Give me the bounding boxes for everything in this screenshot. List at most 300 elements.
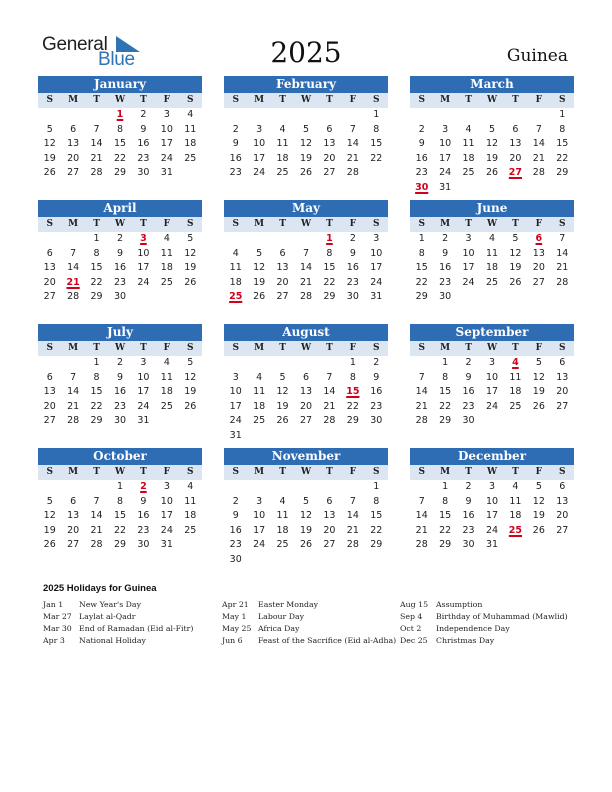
- day-cell: 16: [415, 152, 428, 164]
- day-cell: 3: [163, 481, 170, 492]
- empty-cell: [271, 232, 294, 247]
- empty-cell: [271, 480, 294, 495]
- weekday-label: F: [163, 467, 171, 477]
- day-cell: 1: [418, 233, 425, 244]
- empty-cell: [504, 108, 527, 123]
- day-cell: 22: [439, 524, 452, 536]
- weekday-label: M: [440, 95, 451, 105]
- day-cell: 11: [276, 138, 289, 149]
- month-title: June: [410, 200, 574, 217]
- day-cell: 8: [116, 123, 124, 135]
- month-may: [224, 200, 388, 305]
- day-cell: 6: [70, 495, 77, 507]
- day-cell: 4: [256, 371, 263, 383]
- day-cell: 22: [90, 276, 103, 288]
- holiday-day: 6: [535, 233, 543, 244]
- day-cell: 16: [229, 152, 242, 164]
- day-cell: 5: [46, 495, 53, 507]
- empty-cell: [294, 480, 317, 495]
- day-cell: 13: [509, 138, 522, 149]
- day-cell: 27: [43, 291, 56, 302]
- day-cell: 5: [279, 371, 286, 383]
- day-cell: 12: [276, 386, 289, 397]
- holiday-item: [43, 623, 228, 635]
- day-cell: 2: [465, 481, 472, 492]
- empty-cell: [410, 480, 433, 495]
- holiday-item: [43, 635, 228, 647]
- month-february: [224, 76, 388, 181]
- weekday-label: T: [326, 95, 333, 105]
- day-cell: 26: [43, 539, 56, 550]
- day-cell: 21: [346, 524, 359, 536]
- day-cell: 27: [67, 167, 80, 178]
- day-cell: 10: [137, 247, 150, 259]
- weekday-header: [224, 341, 388, 356]
- day-cell: 4: [187, 109, 194, 120]
- day-cell: 21: [323, 400, 336, 412]
- day-cell: 23: [462, 400, 475, 412]
- day-cell: 5: [535, 481, 542, 492]
- day-cell: 25: [485, 276, 499, 288]
- holiday-day: 25: [229, 291, 243, 302]
- day-cell: 22: [370, 524, 383, 536]
- day-cell: 8: [373, 123, 380, 135]
- weekday-label: W: [486, 343, 498, 353]
- day-cell: 7: [418, 495, 425, 507]
- day-cell: 15: [323, 262, 336, 273]
- weekday-label: M: [254, 95, 265, 105]
- day-grid: [38, 108, 202, 181]
- day-cell: 17: [160, 510, 173, 521]
- day-cell: 9: [140, 123, 147, 135]
- day-cell: 12: [184, 371, 197, 383]
- holiday-column: [400, 599, 585, 647]
- month-title: November: [224, 448, 388, 465]
- month-december: [410, 448, 574, 553]
- empty-cell: [457, 108, 480, 123]
- weekday-label: T: [140, 467, 147, 477]
- day-cell: 10: [253, 138, 266, 149]
- day-cell: 27: [532, 276, 545, 288]
- day-cell: 13: [67, 138, 80, 149]
- day-cell: 22: [439, 400, 452, 412]
- empty-cell: [61, 232, 84, 247]
- day-cell: 1: [93, 357, 100, 368]
- day-cell: 3: [256, 495, 263, 507]
- weekday-label: S: [418, 95, 425, 105]
- day-cell: 12: [532, 371, 545, 383]
- day-cell: 29: [415, 291, 428, 302]
- weekday-header: [38, 93, 202, 108]
- day-cell: 10: [485, 371, 499, 383]
- weekday-label: T: [279, 343, 286, 353]
- weekday-label: F: [349, 219, 357, 229]
- weekday-label: S: [559, 467, 566, 477]
- weekday-label: S: [373, 95, 380, 105]
- weekday-label: W: [300, 95, 312, 105]
- day-cell: 14: [67, 262, 80, 273]
- day-cell: 27: [556, 400, 569, 412]
- day-cell: 28: [323, 415, 336, 426]
- day-cell: 23: [229, 539, 242, 550]
- day-cell: 24: [137, 400, 150, 412]
- day-cell: 18: [160, 262, 173, 273]
- weekday-label: T: [465, 343, 472, 353]
- month-march: [410, 76, 574, 195]
- day-cell: 25: [253, 415, 266, 426]
- day-cell: 1: [373, 109, 380, 120]
- day-cell: 16: [439, 262, 452, 273]
- empty-cell: [247, 356, 270, 371]
- day-cell: 19: [485, 152, 499, 164]
- day-cell: 6: [302, 371, 310, 383]
- day-cell: 18: [229, 276, 242, 288]
- day-cell: 10: [439, 138, 452, 149]
- day-grid: [410, 480, 574, 553]
- weekday-label: W: [486, 219, 498, 229]
- day-cell: 12: [532, 495, 545, 507]
- day-cell: 2: [116, 357, 124, 368]
- day-cell: 30: [137, 167, 150, 178]
- holiday-item: [222, 623, 407, 635]
- day-cell: 28: [299, 291, 313, 302]
- day-cell: 15: [439, 386, 452, 397]
- day-cell: 7: [535, 123, 542, 135]
- holiday-name: Christmas Day: [436, 636, 495, 645]
- day-cell: 10: [462, 247, 475, 259]
- day-cell: 27: [276, 291, 289, 302]
- weekday-label: S: [46, 95, 53, 105]
- day-cell: 28: [532, 167, 545, 178]
- day-cell: 27: [323, 167, 336, 178]
- day-cell: 30: [370, 415, 383, 426]
- day-cell: 18: [509, 386, 522, 397]
- holiday-item: [222, 611, 407, 623]
- weekday-label: T: [326, 343, 333, 353]
- day-cell: 10: [160, 123, 173, 135]
- day-cell: 16: [370, 386, 383, 397]
- day-cell: 9: [140, 495, 147, 507]
- day-cell: 12: [299, 138, 313, 149]
- day-cell: 8: [442, 371, 449, 383]
- day-cell: 6: [559, 357, 566, 368]
- day-cell: 29: [90, 415, 103, 426]
- weekday-label: S: [373, 467, 380, 477]
- day-cell: 19: [509, 262, 522, 273]
- day-cell: 6: [46, 247, 53, 259]
- day-cell: 28: [90, 167, 103, 178]
- holiday-name: New Year's Day: [79, 600, 141, 609]
- day-grid: [38, 356, 202, 429]
- day-cell: 12: [299, 510, 313, 521]
- day-cell: 29: [113, 167, 127, 178]
- weekday-label: S: [187, 95, 194, 105]
- day-cell: 15: [113, 510, 127, 521]
- day-cell: 13: [67, 510, 80, 521]
- logo-text-general: General: [42, 34, 108, 55]
- empty-cell: [61, 356, 84, 371]
- day-cell: 11: [276, 510, 289, 521]
- day-cell: 24: [229, 415, 242, 426]
- day-grid: [224, 480, 388, 567]
- day-cell: 28: [415, 539, 428, 550]
- weekday-label: T: [512, 467, 519, 477]
- holiday-date: Apr 3: [43, 636, 65, 645]
- day-cell: 7: [70, 371, 77, 383]
- day-cell: 20: [556, 510, 569, 521]
- day-cell: 5: [302, 123, 310, 135]
- day-cell: 20: [299, 400, 313, 412]
- day-cell: 10: [253, 510, 266, 521]
- day-cell: 8: [93, 371, 100, 383]
- weekday-label: S: [418, 219, 425, 229]
- day-cell: 26: [276, 415, 289, 426]
- day-cell: 9: [232, 138, 239, 149]
- day-cell: 4: [163, 357, 170, 368]
- day-cell: 4: [187, 481, 194, 492]
- day-cell: 19: [253, 276, 266, 288]
- weekday-label: T: [512, 343, 519, 353]
- weekday-label: F: [535, 343, 543, 353]
- weekday-label: T: [93, 95, 100, 105]
- country-name: Guinea: [506, 46, 568, 66]
- day-cell: 28: [346, 167, 359, 178]
- day-cell: 25: [184, 524, 197, 536]
- day-cell: 3: [140, 357, 147, 368]
- holiday-name: Africa Day: [258, 624, 300, 633]
- day-cell: 5: [488, 123, 496, 135]
- day-cell: 27: [67, 539, 80, 550]
- holiday-name: National Holiday: [79, 636, 146, 645]
- weekday-label: S: [559, 219, 566, 229]
- day-cell: 20: [532, 262, 545, 273]
- day-cell: 21: [415, 400, 428, 412]
- empty-cell: [294, 232, 317, 247]
- day-cell: 24: [253, 539, 266, 550]
- day-cell: 15: [370, 510, 383, 521]
- weekday-label: S: [187, 219, 194, 229]
- day-cell: 2: [140, 109, 147, 120]
- empty-cell: [527, 108, 550, 123]
- day-cell: 8: [418, 247, 425, 259]
- holiday-item: [43, 611, 228, 623]
- day-cell: 16: [137, 138, 150, 149]
- empty-cell: [480, 108, 503, 123]
- day-cell: 14: [532, 138, 545, 149]
- day-cell: 10: [229, 386, 242, 397]
- calendar-year: 2025: [270, 36, 342, 69]
- day-cell: 17: [462, 262, 475, 273]
- weekday-label: S: [232, 219, 239, 229]
- day-cell: 22: [346, 400, 359, 412]
- weekday-label: S: [559, 95, 566, 105]
- day-grid: [224, 356, 388, 443]
- day-cell: 9: [116, 371, 124, 383]
- day-cell: 25: [276, 539, 289, 550]
- weekday-label: F: [349, 343, 357, 353]
- holiday-day: 21: [66, 276, 80, 288]
- day-cell: 11: [462, 138, 475, 149]
- day-cell: 23: [346, 276, 359, 288]
- day-cell: 19: [43, 152, 56, 164]
- weekday-label: W: [486, 467, 498, 477]
- day-cell: 2: [442, 233, 449, 244]
- empty-cell: [224, 356, 247, 371]
- weekday-label: S: [373, 219, 380, 229]
- day-cell: 11: [184, 495, 197, 507]
- weekday-label: F: [535, 95, 543, 105]
- day-cell: 2: [373, 357, 380, 368]
- day-cell: 14: [415, 386, 428, 397]
- day-cell: 5: [187, 233, 194, 244]
- month-title: January: [38, 76, 202, 93]
- month-title: September: [410, 324, 574, 341]
- day-grid: [38, 232, 202, 305]
- weekday-label: T: [93, 467, 100, 477]
- day-cell: 30: [229, 553, 242, 565]
- holiday-item: [222, 599, 407, 611]
- day-cell: 18: [276, 524, 289, 536]
- day-cell: 1: [373, 481, 380, 492]
- holiday-day: 1: [326, 233, 333, 244]
- day-cell: 30: [113, 291, 127, 302]
- day-cell: 7: [326, 371, 333, 383]
- day-cell: 2: [232, 123, 239, 135]
- day-cell: 12: [184, 247, 197, 259]
- day-cell: 22: [370, 152, 383, 164]
- day-cell: 15: [556, 138, 569, 149]
- day-cell: 4: [232, 247, 239, 259]
- empty-cell: [38, 356, 61, 371]
- month-october: [38, 448, 202, 553]
- day-cell: 21: [346, 152, 359, 164]
- holiday-item: [400, 611, 585, 623]
- weekday-label: F: [349, 467, 357, 477]
- day-cell: 9: [465, 495, 472, 507]
- day-cell: 18: [253, 400, 266, 412]
- day-cell: 12: [43, 510, 56, 521]
- day-cell: 22: [113, 524, 127, 536]
- day-cell: 25: [160, 400, 173, 412]
- day-cell: 19: [276, 400, 289, 412]
- empty-cell: [247, 108, 270, 123]
- day-cell: 3: [488, 357, 496, 368]
- empty-cell: [341, 480, 364, 495]
- day-cell: 13: [556, 495, 569, 507]
- empty-cell: [224, 480, 247, 495]
- weekday-label: F: [163, 219, 171, 229]
- day-cell: 14: [556, 247, 569, 259]
- day-cell: 30: [439, 291, 452, 302]
- day-cell: 10: [160, 495, 173, 507]
- day-cell: 25: [276, 167, 289, 178]
- day-cell: 30: [137, 539, 150, 550]
- day-grid: [224, 108, 388, 181]
- day-cell: 8: [559, 123, 566, 135]
- day-cell: 7: [70, 247, 77, 259]
- day-cell: 21: [532, 152, 545, 164]
- day-cell: 30: [462, 539, 475, 550]
- holiday-item: [400, 623, 585, 635]
- day-cell: 3: [256, 123, 263, 135]
- day-cell: 19: [184, 262, 197, 273]
- day-cell: 26: [299, 539, 313, 550]
- holiday-day: 30: [415, 181, 429, 193]
- holiday-item: [222, 635, 407, 647]
- holiday-date: Sep 4: [400, 612, 423, 621]
- day-cell: 10: [137, 371, 150, 383]
- day-cell: 9: [232, 510, 239, 521]
- day-cell: 2: [349, 233, 356, 244]
- holiday-day: 3: [140, 233, 147, 244]
- holiday-item: [400, 599, 585, 611]
- day-cell: 13: [556, 371, 569, 383]
- day-cell: 17: [485, 510, 499, 521]
- day-cell: 13: [299, 386, 313, 397]
- day-cell: 4: [488, 233, 496, 244]
- day-cell: 20: [43, 400, 56, 412]
- day-cell: 26: [532, 400, 545, 412]
- day-cell: 21: [299, 276, 313, 288]
- day-cell: 22: [415, 276, 428, 288]
- day-cell: 6: [512, 123, 519, 135]
- day-cell: 21: [90, 524, 103, 536]
- day-cell: 17: [253, 152, 266, 164]
- day-cell: 13: [276, 262, 289, 273]
- day-cell: 5: [46, 123, 53, 135]
- day-cell: 3: [373, 233, 380, 244]
- day-cell: 4: [163, 233, 170, 244]
- day-cell: 24: [370, 276, 383, 288]
- day-cell: 6: [70, 123, 77, 135]
- day-cell: 15: [415, 262, 428, 273]
- holiday-date: May 25: [222, 624, 252, 633]
- day-cell: 4: [512, 481, 519, 492]
- day-cell: 14: [299, 262, 313, 273]
- day-cell: 17: [137, 386, 150, 397]
- empty-cell: [318, 108, 341, 123]
- day-cell: 26: [184, 276, 197, 288]
- day-cell: 14: [323, 386, 336, 397]
- weekday-label: T: [279, 219, 286, 229]
- day-cell: 15: [370, 138, 383, 149]
- weekday-label: M: [68, 343, 79, 353]
- day-cell: 17: [439, 152, 452, 164]
- weekday-label: M: [254, 343, 265, 353]
- holiday-name: Independence Day: [436, 624, 510, 633]
- day-cell: 15: [439, 510, 452, 521]
- day-cell: 28: [67, 415, 80, 426]
- day-grid: [410, 356, 574, 429]
- weekday-label: S: [187, 343, 194, 353]
- weekday-label: T: [465, 95, 472, 105]
- day-cell: 29: [323, 291, 336, 302]
- holiday-name: End of Ramadan (Eid al-Fitr): [79, 624, 194, 633]
- day-cell: 7: [302, 247, 310, 259]
- day-cell: 23: [113, 400, 127, 412]
- day-cell: 18: [485, 262, 499, 273]
- day-cell: 8: [442, 495, 449, 507]
- holiday-item: [400, 635, 585, 647]
- holiday-day: 25: [508, 524, 523, 536]
- day-cell: 29: [113, 539, 127, 550]
- empty-cell: [61, 480, 84, 495]
- empty-cell: [38, 232, 61, 247]
- day-cell: 6: [46, 371, 53, 383]
- holiday-column: [222, 599, 407, 647]
- empty-cell: [247, 232, 270, 247]
- weekday-label: W: [300, 467, 312, 477]
